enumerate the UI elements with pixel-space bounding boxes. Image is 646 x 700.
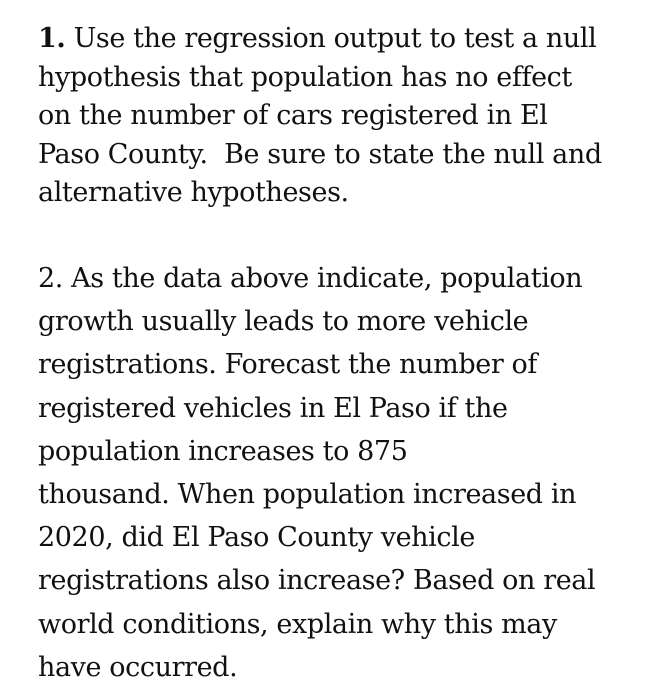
- question-1-number: 1.: [38, 23, 66, 54]
- question-2-line-8: registrations also increase? Based on real: [38, 565, 596, 597]
- question-1: [38, 20, 628, 213]
- question-2-line-5: population increases to 875: [38, 435, 408, 467]
- question-2: [38, 257, 628, 689]
- question-2-line-4: registered vehicles in El Paso if the: [38, 392, 508, 424]
- question-1-line-4: Paso County. Be sure to state the null and: [38, 138, 602, 170]
- question-2-line-6: thousand. When population increased in: [38, 478, 577, 510]
- question-1-line-1-text: Use the regression output to test a null: [65, 23, 597, 54]
- question-1-line-3: on the number of cars registered in El: [38, 100, 548, 131]
- question-1-line-2: hypothesis that population has no effect: [38, 61, 572, 93]
- question-1-line-5: alternative hypotheses.: [38, 177, 349, 208]
- question-2-line-2: growth usually leads to more vehicle: [38, 306, 529, 338]
- question-2-line-7: 2020, did El Paso County vehicle: [38, 522, 475, 554]
- question-1-line-1: [38, 20, 628, 59]
- question-2-line-10: have occurred.: [38, 651, 238, 683]
- question-2-line-1: 2. As the data above indicate, population: [38, 263, 583, 294]
- question-2-line-9: world conditions, explain why this may: [38, 608, 557, 640]
- question-2-line-3: registrations. Forecast the number of: [38, 349, 537, 381]
